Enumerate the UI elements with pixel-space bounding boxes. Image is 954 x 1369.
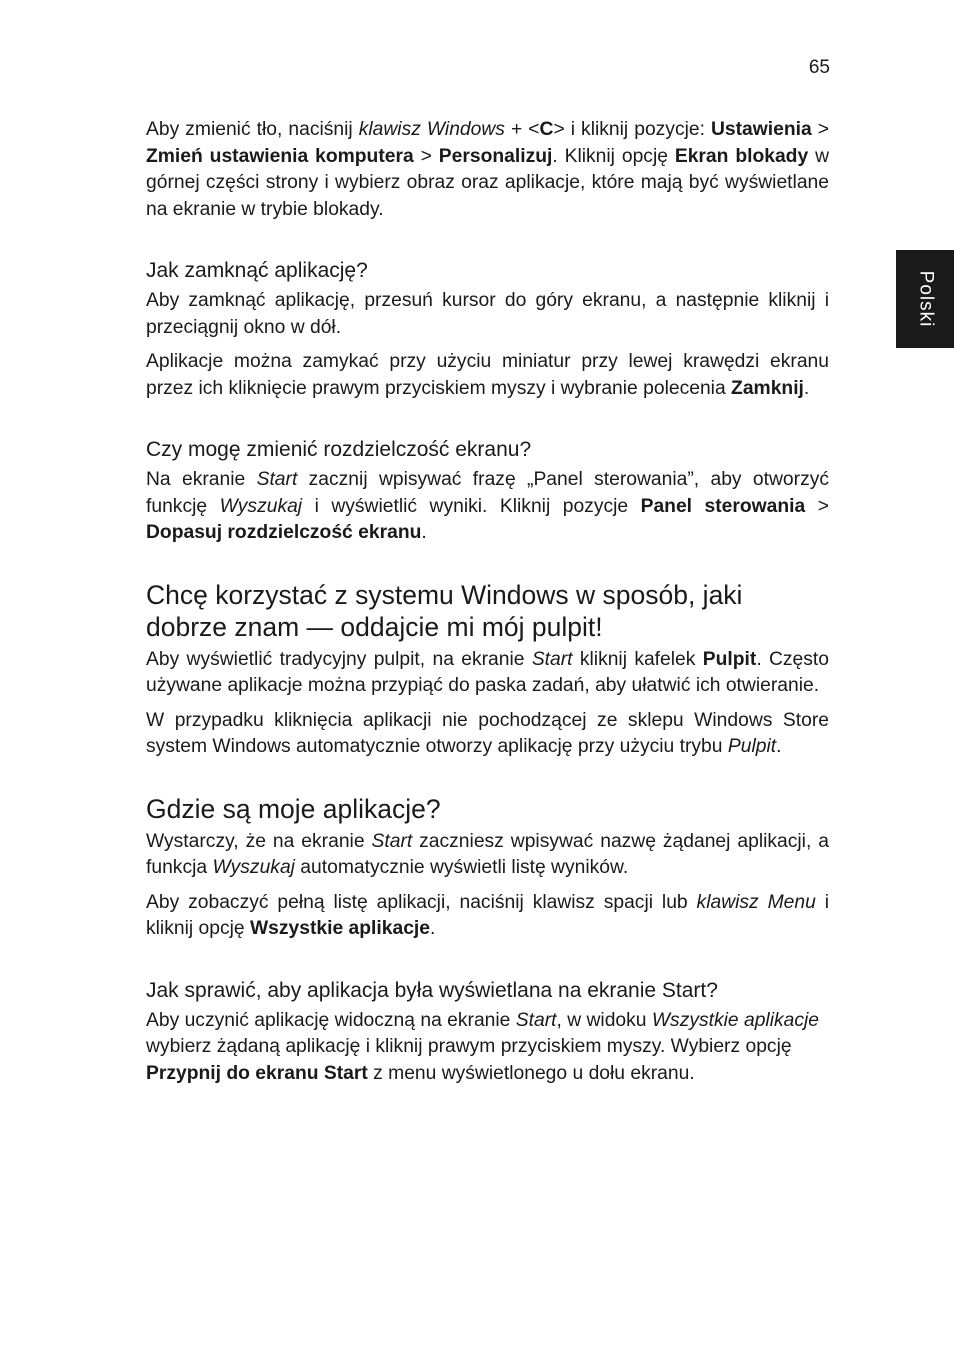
close-app-paragraph-2: Aplikacje można zamykać przy użyciu miniatur przy lewej krawędzi ekranu przez ich kliknięcie prawym przyciskiem myszy i wybranie polecenia Zamknij. [146, 351, 829, 399]
close-app-paragraph-1: Aby zamknąć aplikację, przesuń kursor do góry ekranu, a następnie kliknij i przeciągnij okno w dół. [146, 290, 829, 338]
pin-paragraph: Aby uczynić aplikację widoczną na ekranie Start, w widoku Wszystkie aplikacje wybierz żądaną aplikację i kliknij prawym przyciskiem myszy. Wybierz opcję Przypnij do ekranu Start z menu wyświetlonego u dołu ekranu. [146, 1009, 820, 1084]
desktop-paragraph-1: Aby wyświetlić tradycyjny pulpit, na ekranie Start kliknij kafelek Pulpit. Często używane aplikacje można przypiąć do paska zadań, aby ułatwić ich otwieranie. [146, 648, 830, 696]
language-tab-label: Polski [915, 270, 936, 328]
apps-section-heading: Gdzie są moje aplikacje? [146, 793, 441, 824]
close-app-heading: Jak zamknąć aplikację? [146, 259, 368, 282]
intro-paragraph: Aby zmienić tło, naciśnij klawisz Windows + <C> i kliknij pozycje: Ustawienia > Zmień ustawienia komputera > Personalizuj. Kliknij opcję Ekran blokady w górnej części strony i wybierz obraz oraz aplikacje, które mają być wyświetlane na ekranie w trybie blokady. [146, 119, 830, 220]
apps-paragraph-1: Wystarczy, że na ekranie Start zaczniesz wpisywać nazwę żądanej aplikacji, a funkcja Wyszukaj automatycznie wyświetli listę wyników. [146, 830, 829, 878]
page-content [146, 117, 829, 1095]
page-number: 65 [808, 57, 830, 78]
resolution-heading: Czy mogę zmienić rozdzielczość ekranu? [146, 438, 532, 461]
desktop-section-heading: Chcę korzystać z systemu Windows w sposób, jaki dobrze znam — oddajcie mi mój pulpit! [146, 579, 743, 642]
pin-heading: Jak sprawić, aby aplikacja była wyświetlana na ekranie Start? [146, 978, 718, 1002]
resolution-paragraph: Na ekranie Start zacznij wpisywać frazę „Panel sterowania”, aby otworzyć funkcję Wyszukaj i wyświetlić wyniki. Kliknij pozycje Panel sterowania > Dopasuj rozdzielczość ekranu. [146, 469, 830, 543]
language-tab [896, 250, 954, 348]
apps-paragraph-2: Aby zobaczyć pełną listę aplikacji, naciśnij klawisz spacji lub klawisz Menu i kliknij opcję Wszystkie aplikacje. [146, 891, 829, 939]
desktop-paragraph-2: W przypadku kliknięcia aplikacji nie pochodzącej ze sklepu Windows Store system Windows automatycznie otworzy aplikację przy użyciu trybu Pulpit. [146, 709, 829, 757]
